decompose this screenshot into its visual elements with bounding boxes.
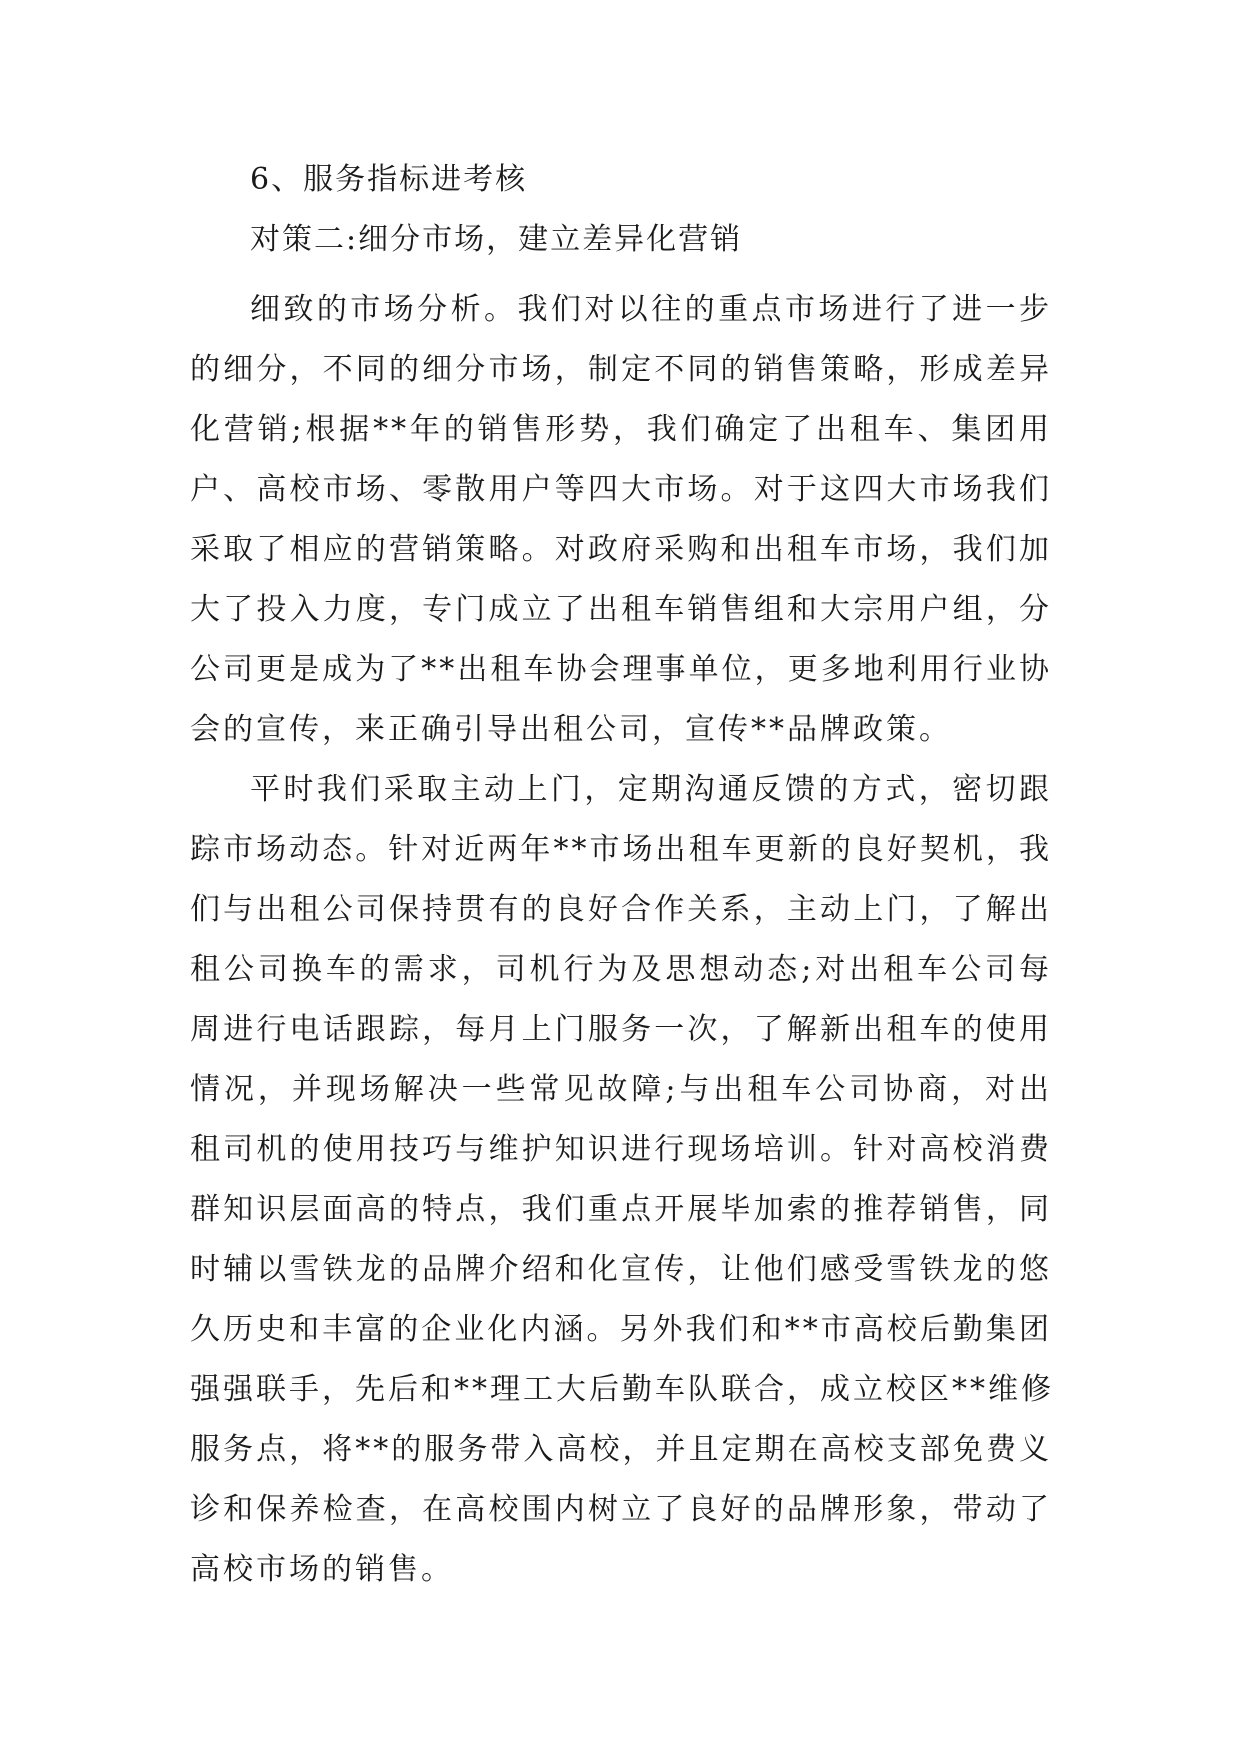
paragraph-line: 平时我们采取主动上门，定期沟通反馈的方式，密切跟 [250,772,1052,807]
section-heading-service-indicators: 6、服务指标进考核 [250,162,528,197]
paragraph-line: 踪市场动态。针对近两年**市场出租车更新的良好契机，我 [190,832,1052,867]
paragraph-line: 诊和保养检查，在高校围内树立了良好的品牌形象，带动了 [190,1492,1052,1527]
paragraph-market-analysis [190,280,1052,760]
paragraph-line: 细致的市场分析。我们对以往的重点市场进行了进一步 [250,292,1052,327]
paragraph-line: 化营销;根据**年的销售形势，我们确定了出租车、集团用 [190,412,1052,447]
paragraph-line: 服务点，将**的服务带入高校，并且定期在高校支部免费义 [190,1432,1052,1467]
paragraph-line: 情况，并现场解决一些常见故障;与出租车公司协商，对出 [190,1072,1052,1107]
paragraph-line: 久历史和丰富的企业化内涵。另外我们和**市高校后勤集团 [190,1312,1052,1347]
section-heading-strategy-two: 对策二:细分市场，建立差异化营销 [250,222,743,257]
paragraph-line: 会的宣传，来正确引导出租公司，宣传**品牌政策。 [190,712,952,747]
paragraph-line: 公司更是成为了**出租车协会理事单位，更多地利用行业协 [190,652,1052,687]
paragraph-line: 租司机的使用技巧与维护知识进行现场培训。针对高校消费 [190,1132,1052,1167]
paragraph-line: 强强联手，先后和**理工大后勤车队联合，成立校区**维修 [190,1372,1054,1407]
paragraph-line: 户、高校市场、零散用户等四大市场。对于这四大市场我们 [190,472,1052,507]
paragraph-proactive-service [190,760,1052,1600]
paragraph-line: 采取了相应的营销策略。对政府采购和出租车市场，我们加 [190,532,1052,567]
paragraph-line: 们与出租公司保持贯有的良好合作关系，主动上门，了解出 [190,892,1052,927]
paragraph-line: 群知识层面高的特点，我们重点开展毕加索的推荐销售，同 [190,1192,1052,1227]
paragraph-line: 租公司换车的需求，司机行为及思想动态;对出租车公司每 [190,952,1052,987]
paragraph-line: 高校市场的销售。 [190,1552,454,1587]
document-page [190,160,1052,1600]
paragraph-line: 周进行电话跟踪，每月上门服务一次，了解新出租车的使用 [190,1012,1052,1047]
paragraph-line: 大了投入力度，专门成立了出租车销售组和大宗用户组，分 [190,592,1052,627]
paragraph-line: 的细分，不同的细分市场，制定不同的销售策略，形成差异 [190,352,1052,387]
paragraph-line: 时辅以雪铁龙的品牌介绍和化宣传，让他们感受雪铁龙的悠 [190,1252,1052,1287]
